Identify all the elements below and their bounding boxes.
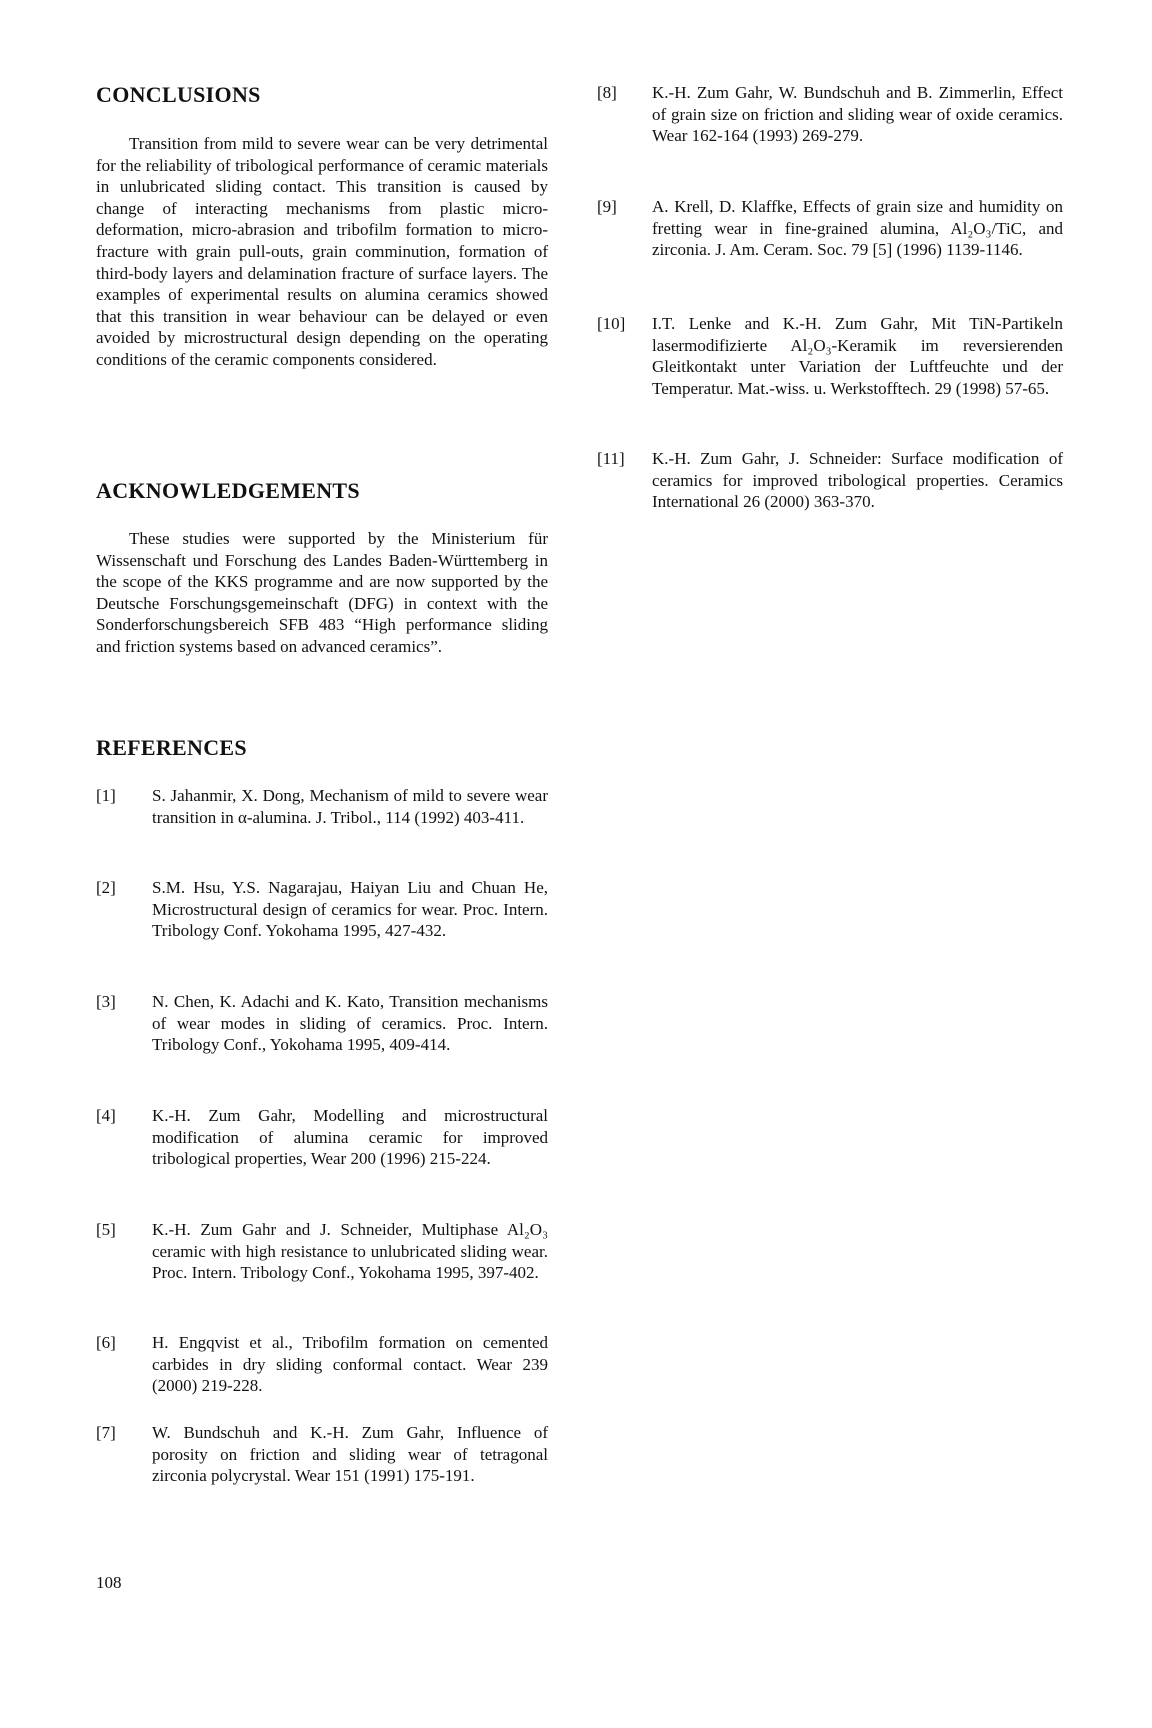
reference-number: [8] <box>597 83 617 102</box>
reference-text: S.M. Hsu, Y.S. Nagarajau, Haiyan Liu and Chuan He, Microstructural design of ceramics for wear. Proc. Intern. Tribology Conf. Yokohama 1995, 427-432. <box>152 878 548 941</box>
reference-text: S. Jahanmir, X. Dong, Mechanism of mild to severe wear transition in α-alumina. J. Tribol., 114 (1992) 403-411. <box>152 786 548 827</box>
reference-text: K.-H. Zum Gahr and J. Schneider, Multiphase Al₂O₃ ceramic with high resistance to unlubricated sliding wear. Proc. Intern. Tribology Conf., Yokohama 1995, 397-402. <box>152 1220 548 1283</box>
reference-text: A. Krell, D. Klaffke, Effects of grain size and humidity on fretting wear in fine-grained alumina, Al₂O₃/TiC, and zirconia. J. Am. Ceram. Soc. 79 [5] (1996) 1139-1146. <box>652 197 1063 260</box>
reference-number: [9] <box>597 197 617 216</box>
reference-number: [7] <box>96 1423 116 1442</box>
reference-text: W. Bundschuh and K.-H. Zum Gahr, Influence of porosity on friction and sliding wear of tetragonal zirconia polycrystal. Wear 151 (1991) 175-191. <box>152 1423 548 1486</box>
reference-number: [4] <box>96 1106 116 1125</box>
reference-number: [3] <box>96 992 116 1011</box>
references-heading: REFERENCES <box>96 735 247 760</box>
acknowledgements-paragraph: These studies were supported by the Ministerium für Wissenschaft und Forschung des Landes Baden-Württemberg in the scope of the KKS programme and are now supported by the Deutsche Forschungsgemeinschaft (DFG) in context with the Sonderforschungsbereich SFB 483 “High performance sliding and friction systems based on advanced ceramics”. <box>96 529 548 656</box>
reference-number: [2] <box>96 878 116 897</box>
reference-text: I.T. Lenke and K.-H. Zum Gahr, Mit TiN-Partikeln lasermodifizierte Al₂O₃-Keramik im reversierenden Gleitkontakt unter Variation der Luftfeuchte und der Temperatur. Mat.-wiss. u. Werkstofftech. 29 (1998) 57-65. <box>652 314 1063 398</box>
reference-text: K.-H. Zum Gahr, W. Bundschuh and B. Zimmerlin, Effect of grain size on friction and sliding wear of oxide ceramics. Wear 162-164 (1993) 269-279. <box>652 83 1063 146</box>
reference-text: K.-H. Zum Gahr, Modelling and microstructural modification of alumina ceramic for improved tribological properties, Wear 200 (1996) 215-224. <box>152 1106 548 1169</box>
reference-text: H. Engqvist et al., Tribofilm formation on cemented carbides in dry sliding conformal contact. Wear 239 (2000) 219-228. <box>152 1333 548 1396</box>
acknowledgements-heading: ACKNOWLEDGEMENTS <box>96 478 360 503</box>
conclusions-heading: CONCLUSIONS <box>96 82 261 107</box>
conclusions-paragraph: Transition from mild to severe wear can be very detrimental for the reliability of tribological performance of ceramic materials in unlubricated sliding contact. This transition is caused by change of interacting mechanisms from plastic micro-deformation, micro-abrasion and tribofilm formation to micro-fracture with grain pull-outs, grain comminution, formation of third-body layers and delamination fracture of surface layers. The examples of experimental results on alumina ceramics showed that this transition in wear behaviour can be delayed or even avoided by microstructural design depending on the operating conditions of the ceramic components considered. <box>96 134 548 369</box>
reference-number: [11] <box>597 449 625 468</box>
reference-number: [10] <box>597 314 626 333</box>
reference-text: N. Chen, K. Adachi and K. Kato, Transition mechanisms of wear modes in sliding of ceramics. Proc. Intern. Tribology Conf., Yokohama 1995, 409-414. <box>152 992 548 1055</box>
reference-number: [1] <box>96 786 116 805</box>
reference-text: K.-H. Zum Gahr, J. Schneider: Surface modification of ceramics for improved tribological properties. Ceramics International 26 (2000) 363-370. <box>652 449 1063 512</box>
reference-number: [5] <box>96 1220 116 1239</box>
page-number: 108 <box>96 1573 122 1592</box>
reference-number: [6] <box>96 1333 116 1352</box>
